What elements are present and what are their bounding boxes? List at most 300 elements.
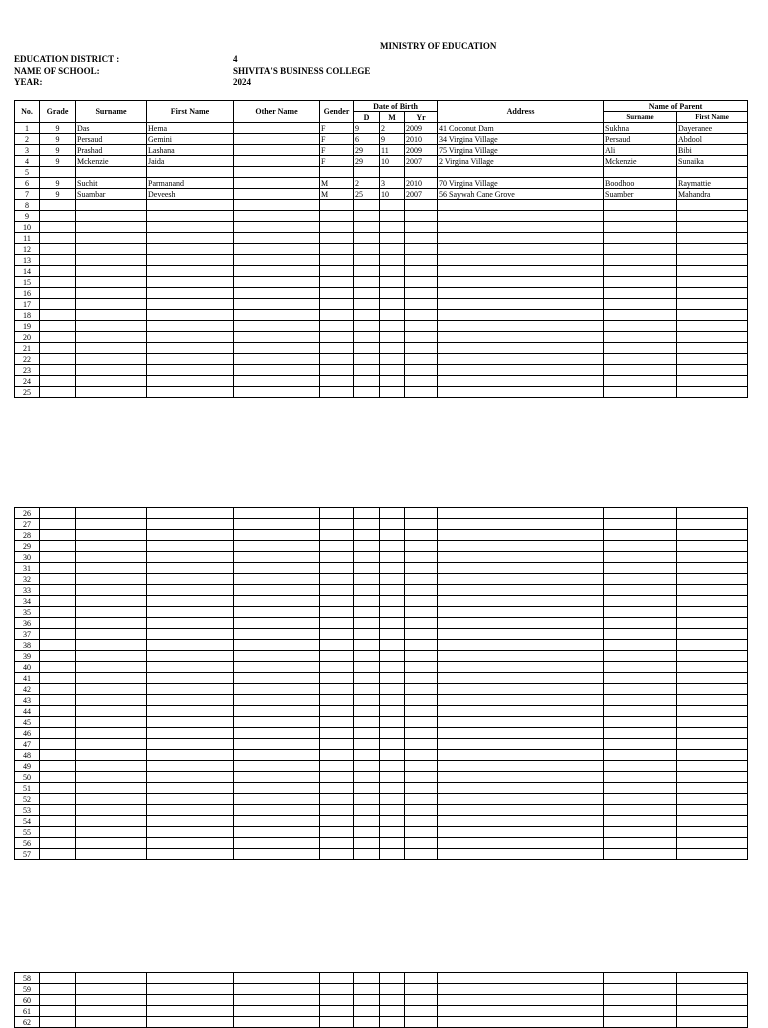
col-gender: Gender: [320, 101, 354, 123]
surname-cell: [76, 695, 147, 706]
other-name-cell: [234, 343, 320, 354]
grade-cell: [40, 717, 76, 728]
gender-cell: [320, 739, 354, 750]
dob-day-cell: [354, 266, 380, 277]
parent-first-name-cell: [677, 574, 748, 585]
dob-month-cell: [380, 321, 405, 332]
dob-month-cell: [380, 541, 405, 552]
parent-surname-cell: [604, 695, 677, 706]
gender-cell: [320, 574, 354, 585]
grade-cell: [40, 332, 76, 343]
other-name-cell: [234, 772, 320, 783]
surname-cell: [76, 1017, 147, 1028]
dob-year-cell: [405, 783, 438, 794]
grade-cell: [40, 365, 76, 376]
grade-cell: 9: [40, 189, 76, 200]
parent-first-name-cell: [677, 387, 748, 398]
other-name-cell: [234, 585, 320, 596]
table-row: [15, 827, 748, 838]
other-name-cell: [234, 1017, 320, 1028]
first-name-cell: Parmanand: [147, 178, 234, 189]
first-name-cell: [147, 266, 234, 277]
other-name-cell: [234, 211, 320, 222]
dob-month-cell: [380, 662, 405, 673]
surname-cell: [76, 750, 147, 761]
dob-year-cell: [405, 277, 438, 288]
dob-month-cell: [380, 167, 405, 178]
grade-cell: [40, 233, 76, 244]
first-name-cell: [147, 332, 234, 343]
address-cell: [438, 783, 604, 794]
address-cell: [438, 717, 604, 728]
table-row: [15, 816, 748, 827]
table-row: [15, 365, 748, 376]
surname-cell: Prashad: [76, 145, 147, 156]
grade-cell: [40, 211, 76, 222]
table-row: [15, 255, 748, 266]
dob-year-cell: [405, 222, 438, 233]
dob-day-cell: [354, 794, 380, 805]
row-number-cell: 57: [15, 849, 40, 860]
address-cell: [438, 684, 604, 695]
parent-first-name-cell: [677, 255, 748, 266]
first-name-cell: [147, 200, 234, 211]
dob-month-cell: [380, 717, 405, 728]
grade-cell: [40, 739, 76, 750]
dob-day-cell: [354, 640, 380, 651]
dob-day-cell: [354, 310, 380, 321]
first-name-cell: [147, 849, 234, 860]
table-row: [15, 134, 748, 145]
dob-month-cell: [380, 739, 405, 750]
dob-day-cell: [354, 1006, 380, 1017]
table-row: [15, 706, 748, 717]
parent-first-name-cell: [677, 354, 748, 365]
other-name-cell: [234, 365, 320, 376]
gender-cell: [320, 167, 354, 178]
other-name-cell: [234, 189, 320, 200]
dob-month-cell: [380, 244, 405, 255]
parent-first-name-cell: [677, 376, 748, 387]
first-name-cell: [147, 750, 234, 761]
dob-year-cell: [405, 984, 438, 995]
first-name-cell: [147, 222, 234, 233]
row-number-cell: 5: [15, 167, 40, 178]
gender-cell: [320, 662, 354, 673]
address-cell: [438, 530, 604, 541]
col-first-name: First Name: [147, 101, 234, 123]
address-cell: 2 Virgina Village: [438, 156, 604, 167]
table-row: [15, 233, 748, 244]
table-row: [15, 805, 748, 816]
parent-surname-cell: [604, 541, 677, 552]
surname-cell: [76, 827, 147, 838]
row-number-cell: 39: [15, 651, 40, 662]
row-number-cell: 62: [15, 1017, 40, 1028]
surname-cell: [76, 1006, 147, 1017]
dob-year-cell: [405, 266, 438, 277]
table-row: [15, 321, 748, 332]
dob-day-cell: [354, 673, 380, 684]
grade-cell: [40, 310, 76, 321]
dob-day-cell: [354, 288, 380, 299]
dob-day-cell: [354, 585, 380, 596]
dob-month-cell: [380, 695, 405, 706]
dob-year-cell: [405, 552, 438, 563]
other-name-cell: [234, 167, 320, 178]
table-row: [15, 794, 748, 805]
dob-day-cell: 9: [354, 123, 380, 134]
grade-cell: [40, 1017, 76, 1028]
parent-surname-cell: Sukhna: [604, 123, 677, 134]
address-cell: [438, 222, 604, 233]
parent-first-name-cell: [677, 706, 748, 717]
parent-surname-cell: [604, 365, 677, 376]
address-cell: [438, 321, 604, 332]
gender-cell: [320, 596, 354, 607]
table-row: [15, 552, 748, 563]
dob-day-cell: [354, 541, 380, 552]
address-cell: [438, 508, 604, 519]
parent-surname-cell: [604, 277, 677, 288]
address-cell: [438, 618, 604, 629]
table-row: [15, 519, 748, 530]
dob-year-cell: [405, 563, 438, 574]
dob-year-cell: [405, 244, 438, 255]
grade-cell: [40, 596, 76, 607]
grade-cell: [40, 838, 76, 849]
grade-cell: [40, 585, 76, 596]
table-row: [15, 761, 748, 772]
parent-first-name-cell: [677, 651, 748, 662]
row-number-cell: 44: [15, 706, 40, 717]
table-row: [15, 772, 748, 783]
first-name-cell: [147, 541, 234, 552]
address-cell: [438, 596, 604, 607]
address-cell: [438, 805, 604, 816]
first-name-cell: [147, 277, 234, 288]
first-name-cell: [147, 717, 234, 728]
other-name-cell: [234, 574, 320, 585]
register-table-page-1: [14, 100, 748, 398]
parent-surname-cell: [604, 618, 677, 629]
parent-first-name-cell: [677, 662, 748, 673]
other-name-cell: [234, 673, 320, 684]
dob-year-cell: [405, 508, 438, 519]
parent-first-name-cell: [677, 995, 748, 1006]
address-cell: [438, 343, 604, 354]
surname-cell: [76, 618, 147, 629]
surname-cell: [76, 167, 147, 178]
row-number-cell: 47: [15, 739, 40, 750]
grade-cell: [40, 277, 76, 288]
address-cell: [438, 1017, 604, 1028]
row-number-cell: 2: [15, 134, 40, 145]
table-row: [15, 123, 748, 134]
parent-first-name-cell: Bibi: [677, 145, 748, 156]
row-number-cell: 7: [15, 189, 40, 200]
dob-month-cell: [380, 618, 405, 629]
dob-month-cell: [380, 772, 405, 783]
dob-year-cell: [405, 750, 438, 761]
grade-cell: [40, 651, 76, 662]
grade-cell: [40, 728, 76, 739]
table-row: [15, 167, 748, 178]
surname-cell: [76, 984, 147, 995]
row-number-cell: 45: [15, 717, 40, 728]
parent-surname-cell: [604, 607, 677, 618]
dob-year-cell: [405, 772, 438, 783]
dob-day-cell: [354, 530, 380, 541]
first-name-cell: [147, 640, 234, 651]
dob-day-cell: [354, 365, 380, 376]
parent-surname-cell: [604, 596, 677, 607]
row-number-cell: 6: [15, 178, 40, 189]
row-number-cell: 27: [15, 519, 40, 530]
dob-day-cell: [354, 728, 380, 739]
surname-cell: [76, 277, 147, 288]
dob-year-cell: [405, 739, 438, 750]
grade-cell: [40, 167, 76, 178]
col-parent-surname: Surname: [604, 112, 677, 123]
col-name-of-parent: Name of Parent: [604, 101, 748, 112]
dob-month-cell: 9: [380, 134, 405, 145]
table-row: [15, 310, 748, 321]
dob-month-cell: [380, 1006, 405, 1017]
gender-cell: [320, 684, 354, 695]
dob-day-cell: [354, 662, 380, 673]
parent-first-name-cell: [677, 838, 748, 849]
grade-cell: [40, 772, 76, 783]
surname-cell: Mckenzie: [76, 156, 147, 167]
table-row: [15, 145, 748, 156]
parent-surname-cell: [604, 244, 677, 255]
parent-first-name-cell: [677, 277, 748, 288]
dob-year-cell: [405, 541, 438, 552]
first-name-cell: [147, 552, 234, 563]
dob-year-cell: [405, 321, 438, 332]
address-cell: [438, 211, 604, 222]
surname-cell: [76, 574, 147, 585]
other-name-cell: [234, 684, 320, 695]
dob-month-cell: 2: [380, 123, 405, 134]
surname-cell: [76, 519, 147, 530]
parent-surname-cell: [604, 552, 677, 563]
first-name-cell: [147, 695, 234, 706]
parent-surname-cell: [604, 310, 677, 321]
gender-cell: [320, 255, 354, 266]
gender-cell: [320, 750, 354, 761]
other-name-cell: [234, 288, 320, 299]
dob-year-cell: [405, 717, 438, 728]
surname-cell: [76, 995, 147, 1006]
other-name-cell: [234, 519, 320, 530]
grade-cell: [40, 343, 76, 354]
parent-first-name-cell: [677, 805, 748, 816]
gender-cell: [320, 200, 354, 211]
dob-year-cell: 2009: [405, 145, 438, 156]
parent-surname-cell: [604, 332, 677, 343]
row-number-cell: 20: [15, 332, 40, 343]
first-name-cell: Hema: [147, 123, 234, 134]
grade-cell: [40, 794, 76, 805]
address-cell: [438, 761, 604, 772]
parent-first-name-cell: [677, 288, 748, 299]
parent-surname-cell: [604, 761, 677, 772]
row-number-cell: 43: [15, 695, 40, 706]
surname-cell: Suchit: [76, 178, 147, 189]
address-cell: [438, 838, 604, 849]
grade-cell: [40, 662, 76, 673]
row-number-cell: 26: [15, 508, 40, 519]
dob-month-cell: [380, 211, 405, 222]
gender-cell: [320, 222, 354, 233]
year-label: YEAR:: [14, 77, 43, 87]
gender-cell: [320, 1006, 354, 1017]
dob-year-cell: [405, 365, 438, 376]
address-cell: [438, 299, 604, 310]
other-name-cell: [234, 255, 320, 266]
gender-cell: [320, 984, 354, 995]
parent-surname-cell: [604, 1017, 677, 1028]
parent-surname-cell: Mckenzie: [604, 156, 677, 167]
parent-first-name-cell: [677, 794, 748, 805]
address-cell: [438, 365, 604, 376]
grade-cell: [40, 387, 76, 398]
row-number-cell: 51: [15, 783, 40, 794]
gender-cell: [320, 717, 354, 728]
gender-cell: [320, 387, 354, 398]
surname-cell: [76, 541, 147, 552]
first-name-cell: [147, 563, 234, 574]
surname-cell: [76, 596, 147, 607]
parent-surname-cell: [604, 563, 677, 574]
row-number-cell: 17: [15, 299, 40, 310]
dob-day-cell: [354, 973, 380, 984]
dob-month-cell: [380, 585, 405, 596]
dob-day-cell: [354, 508, 380, 519]
address-cell: 70 Virgina Village: [438, 178, 604, 189]
gender-cell: [320, 563, 354, 574]
gender-cell: [320, 310, 354, 321]
dob-day-cell: 29: [354, 145, 380, 156]
other-name-cell: [234, 266, 320, 277]
row-number-cell: 60: [15, 995, 40, 1006]
school-value: SHIVITA'S BUSINESS COLLEGE: [233, 66, 371, 76]
dob-month-cell: [380, 673, 405, 684]
dob-month-cell: [380, 984, 405, 995]
gender-cell: [320, 288, 354, 299]
address-cell: [438, 794, 604, 805]
parent-first-name-cell: [677, 200, 748, 211]
dob-year-cell: [405, 816, 438, 827]
other-name-cell: [234, 321, 320, 332]
address-cell: [438, 552, 604, 563]
address-cell: [438, 772, 604, 783]
parent-surname-cell: Suamber: [604, 189, 677, 200]
other-name-cell: [234, 376, 320, 387]
dob-day-cell: [354, 552, 380, 563]
other-name-cell: [234, 728, 320, 739]
gender-cell: F: [320, 156, 354, 167]
dob-day-cell: [354, 277, 380, 288]
surname-cell: [76, 651, 147, 662]
table-row: [15, 387, 748, 398]
table-row: [15, 332, 748, 343]
dob-month-cell: [380, 794, 405, 805]
row-number-cell: 61: [15, 1006, 40, 1017]
surname-cell: [76, 629, 147, 640]
parent-first-name-cell: Raymattie: [677, 178, 748, 189]
gender-cell: [320, 995, 354, 1006]
dob-day-cell: [354, 783, 380, 794]
gender-cell: [320, 629, 354, 640]
dob-day-cell: [354, 838, 380, 849]
dob-day-cell: [354, 750, 380, 761]
year-value: 2024: [233, 77, 251, 87]
first-name-cell: [147, 343, 234, 354]
first-name-cell: Lashana: [147, 145, 234, 156]
parent-surname-cell: [604, 651, 677, 662]
dob-month-cell: [380, 310, 405, 321]
first-name-cell: [147, 728, 234, 739]
row-number-cell: 22: [15, 354, 40, 365]
table-row: [15, 838, 748, 849]
dob-day-cell: [354, 984, 380, 995]
gender-cell: [320, 761, 354, 772]
surname-cell: [76, 816, 147, 827]
table-row: [15, 1017, 748, 1028]
parent-first-name-cell: [677, 849, 748, 860]
row-number-cell: 35: [15, 607, 40, 618]
parent-surname-cell: [604, 508, 677, 519]
address-cell: [438, 519, 604, 530]
dob-day-cell: [354, 299, 380, 310]
surname-cell: [76, 772, 147, 783]
table-row: [15, 728, 748, 739]
surname-cell: [76, 607, 147, 618]
col-date-of-birth: Date of Birth: [354, 101, 438, 112]
grade-cell: [40, 750, 76, 761]
parent-first-name-cell: [677, 563, 748, 574]
dob-month-cell: [380, 574, 405, 585]
surname-cell: [76, 662, 147, 673]
address-cell: [438, 354, 604, 365]
other-name-cell: [234, 794, 320, 805]
gender-cell: [320, 651, 354, 662]
table-row: [15, 585, 748, 596]
address-cell: [438, 629, 604, 640]
col-dob-year: Yr: [405, 112, 438, 123]
gender-cell: [320, 299, 354, 310]
first-name-cell: [147, 662, 234, 673]
dob-day-cell: [354, 849, 380, 860]
gender-cell: [320, 266, 354, 277]
parent-surname-cell: Boodhoo: [604, 178, 677, 189]
table-row: [15, 607, 748, 618]
parent-first-name-cell: [677, 332, 748, 343]
first-name-cell: [147, 827, 234, 838]
table-row: [15, 376, 748, 387]
parent-surname-cell: [604, 838, 677, 849]
grade-cell: [40, 563, 76, 574]
table-row: [15, 343, 748, 354]
other-name-cell: [234, 849, 320, 860]
dob-month-cell: [380, 255, 405, 266]
dob-year-cell: [405, 574, 438, 585]
dob-day-cell: [354, 563, 380, 574]
first-name-cell: [147, 354, 234, 365]
